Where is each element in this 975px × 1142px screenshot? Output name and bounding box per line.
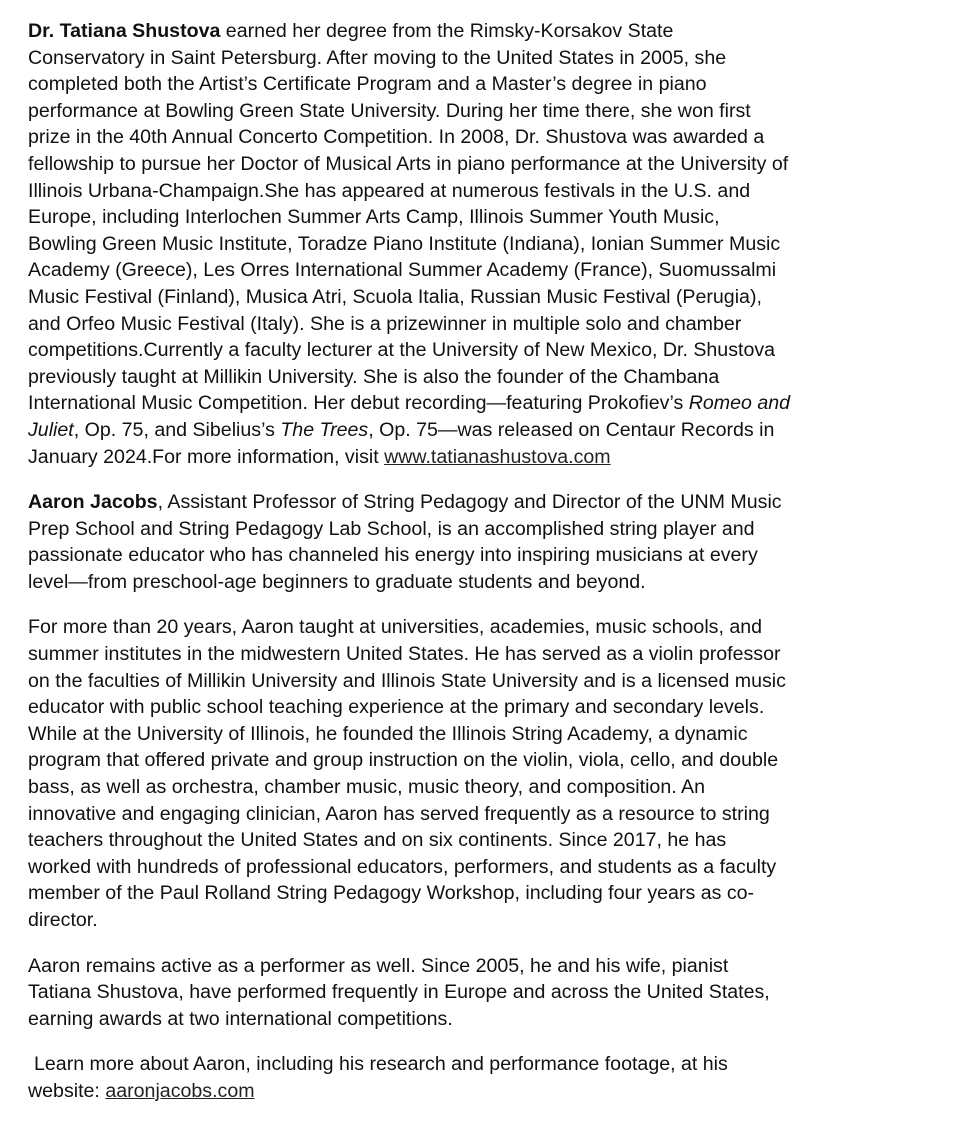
jacobs-career-line-7: bass, as well as orchestra, chamber music, music theory, and composition. An bbox=[28, 776, 705, 799]
shustova-line-12: and Orfeo Music Festival (Italy). She is a prizewinner in multiple solo and chamber bbox=[28, 312, 742, 335]
jacobs-performer-line-1: Aaron remains active as a performer as well. Since 2005, he and his wife, pianist bbox=[28, 954, 729, 977]
jacobs-learn-more-paragraph bbox=[28, 1051, 953, 1104]
shustova-line-5: prize in the 40th Annual Concerto Competition. In 2008, Dr. Shustova was awarded a bbox=[28, 126, 765, 149]
shustova-line-1 bbox=[28, 18, 953, 45]
shustova-line-13: competitions.Currently a faculty lecturer at the University of New Mexico, Dr. Shustova bbox=[28, 339, 776, 362]
work-title-romeo: Romeo and bbox=[688, 392, 791, 415]
shustova-text: earned her degree from the Rimsky-Korsakov State bbox=[220, 20, 674, 42]
jacobs-career-line-8: innovative and engaging clinician, Aaron has served frequently as a resource to string bbox=[28, 802, 770, 825]
shustova-line-7: Illinois Urbana-Champaign.She has appeared at numerous festivals in the U.S. and bbox=[28, 179, 751, 202]
jacobs-career-line-11: member of the Paul Rolland String Pedagogy Workshop, including four years as co- bbox=[28, 882, 755, 905]
shustova-line-17 bbox=[28, 444, 953, 471]
jacobs-career-paragraph bbox=[28, 614, 953, 933]
document-page bbox=[28, 18, 953, 1105]
jacobs-career-line-5: While at the University of Illinois, he founded the Illinois String Academy, a dynamic bbox=[28, 722, 748, 745]
jacobs-performer-line-2: Tatiana Shustova, have performed frequently in Europe and across the United States, bbox=[28, 981, 770, 1004]
jacobs-performer-paragraph bbox=[28, 953, 953, 1033]
shustova-text: , Op. 75—was released on Centaur Records in bbox=[368, 418, 775, 441]
jacobs-career-line-3: on the faculties of Millikin University and Illinois State University and is a licensed music bbox=[28, 669, 786, 692]
shustova-line-14: previously taught at Millikin University. She is also the founder of the Chambana bbox=[28, 365, 720, 388]
jacobs-website-link[interactable]: aaronjacobs.com bbox=[105, 1079, 255, 1102]
shustova-line-2: Conservatory in Saint Petersburg. After moving to the United States in 2005, she bbox=[28, 46, 727, 69]
jacobs-intro-line-2: Prep School and String Pedagogy Lab School, is an accomplished string player and bbox=[28, 517, 755, 540]
jacobs-name: Aaron Jacobs bbox=[28, 491, 158, 514]
jacobs-text: , Assistant Professor of String Pedagogy and Director of the UNM Music bbox=[157, 491, 782, 514]
shustova-website-link[interactable]: www.tatianashustova.com bbox=[384, 445, 611, 468]
shustova-line-9: Bowling Green Music Institute, Toradze Piano Institute (Indiana), Ionian Summer Music bbox=[28, 232, 781, 255]
shustova-line-16 bbox=[28, 417, 953, 444]
learn-more-text: website: bbox=[28, 1079, 106, 1102]
shustova-line-8: Europe, including Interlochen Summer Arts Camp, Illinois Summer Youth Music, bbox=[28, 206, 720, 229]
shustova-line-6: fellowship to pursue her Doctor of Musical Arts in piano performance at the University of bbox=[28, 152, 789, 175]
work-title-trees: The Trees bbox=[280, 418, 369, 441]
jacobs-career-line-2: summer institutes in the midwestern United States. He has served as a violin professor bbox=[28, 643, 781, 666]
jacobs-career-line-9: teachers throughout the United States and on six continents. Since 2017, he has bbox=[28, 829, 727, 852]
jacobs-performer-line-3: earning awards at two international competitions. bbox=[28, 1007, 453, 1030]
jacobs-career-line-10: worked with hundreds of professional educators, performers, and students as a faculty bbox=[28, 855, 777, 878]
jacobs-intro-line-4: level—from preschool-age beginners to graduate students and beyond. bbox=[28, 570, 646, 593]
shustova-name: Dr. Tatiana Shustova bbox=[28, 20, 221, 42]
work-title-juliet: Juliet bbox=[28, 418, 74, 441]
shustova-text: International Music Competition. Her debut recording—featuring Prokofiev’s bbox=[28, 392, 689, 415]
jacobs-intro-line-1 bbox=[28, 489, 953, 516]
shustova-line-10: Academy (Greece), Les Orres International Summer Academy (France), Suomussalmi bbox=[28, 259, 777, 282]
jacobs-intro-paragraph bbox=[28, 489, 953, 595]
shustova-line-15 bbox=[28, 390, 953, 417]
learn-more-line-1: Learn more about Aaron, including his research and performance footage, at his bbox=[34, 1053, 728, 1076]
shustova-line-4: performance at Bowling Green State University. During her time there, she won first bbox=[28, 99, 751, 122]
jacobs-intro-line-3: passionate educator who has channeled his energy into inspiring musicians at every bbox=[28, 544, 758, 567]
jacobs-career-line-6: program that offered private and group instruction on the violin, viola, cello, and double bbox=[28, 749, 779, 772]
shustova-line-3: completed both the Artist’s Certificate Program and a Master’s degree in piano bbox=[28, 73, 707, 96]
learn-more-line-2 bbox=[28, 1078, 953, 1105]
jacobs-career-line-1: For more than 20 years, Aaron taught at universities, academies, music schools, and bbox=[28, 616, 763, 639]
jacobs-career-line-12: director. bbox=[28, 909, 98, 931]
shustova-line-11: Music Festival (Finland), Musica Atri, Scuola Italia, Russian Music Festival (Perugia), bbox=[28, 285, 762, 308]
jacobs-career-line-4: educator with public school teaching experience at the primary and secondary levels. bbox=[28, 696, 765, 719]
shustova-text: January 2024.For more information, visit bbox=[28, 445, 385, 468]
shustova-bio-paragraph bbox=[28, 18, 953, 470]
shustova-text: , Op. 75, and Sibelius’s bbox=[73, 418, 281, 441]
